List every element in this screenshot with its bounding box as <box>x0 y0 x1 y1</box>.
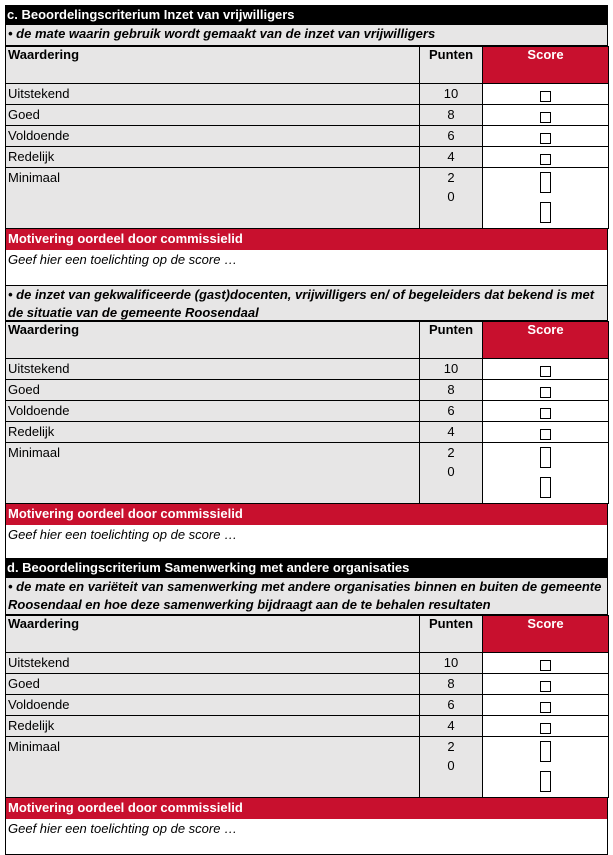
row-points: 8 <box>420 674 483 695</box>
scoring-table <box>5 615 609 798</box>
col-header-score: Score <box>483 616 609 653</box>
row-label: Goed <box>6 105 420 126</box>
row-points: 10 <box>420 359 483 380</box>
score-checkbox[interactable] <box>540 202 551 223</box>
col-header-score: Score <box>483 47 609 84</box>
row-points: 2 <box>447 739 455 754</box>
row-points: 4 <box>420 716 483 737</box>
scoring-table <box>5 321 609 504</box>
col-header-punten: Punten <box>420 322 483 359</box>
score-checkbox[interactable] <box>540 91 551 102</box>
criterion-text: • de inzet van gekwalificeerde (gast)docenten, vrijwilligers en/ of begeleiders dat bekend is met de situatie van de gemeente Roosendaal <box>5 285 608 321</box>
col-header-punten: Punten <box>420 47 483 84</box>
score-checkbox[interactable] <box>540 387 551 398</box>
explanation-field[interactable]: Geef hier een toelichting op de score … <box>5 250 608 286</box>
col-header-waardering: Waardering <box>6 616 420 653</box>
row-label: Redelijk <box>6 422 420 443</box>
score-checkbox[interactable] <box>540 133 551 144</box>
row-points: 6 <box>420 695 483 716</box>
row-label: Voldoende <box>6 401 420 422</box>
row-points: 0 <box>447 464 455 479</box>
row-points: 4 <box>420 147 483 168</box>
row-label: Uitstekend <box>6 653 420 674</box>
row-points: 2 <box>447 445 455 460</box>
row-points: 10 <box>420 84 483 105</box>
section-c2 <box>5 285 608 561</box>
criterion-text: • de mate en variëteit van samenwerking met andere organisaties binnen en buiten de gemeente Roosendaal en hoe deze samenwerking bijdraagt aan de te behalen resultaten <box>5 578 608 615</box>
motivation-header: Motivering oordeel door commissielid <box>5 229 608 250</box>
row-label: Voldoende <box>6 126 420 147</box>
section-d <box>5 558 608 855</box>
row-label: Goed <box>6 674 420 695</box>
scoring-table <box>5 46 609 229</box>
score-checkbox[interactable] <box>540 429 551 440</box>
row-label: Uitstekend <box>6 359 420 380</box>
row-points: 6 <box>420 126 483 147</box>
col-header-score: Score <box>483 322 609 359</box>
score-checkbox[interactable] <box>540 681 551 692</box>
score-checkbox[interactable] <box>540 172 551 193</box>
row-label: Voldoende <box>6 695 420 716</box>
explanation-field[interactable]: Geef hier een toelichting op de score … <box>5 819 608 855</box>
row-points: 8 <box>420 380 483 401</box>
row-points: 6 <box>420 401 483 422</box>
score-checkbox[interactable] <box>540 660 551 671</box>
section-header: d. Beoordelingscriterium Samenwerking met andere organisaties <box>5 558 608 578</box>
row-points: 4 <box>420 422 483 443</box>
score-checkbox[interactable] <box>540 112 551 123</box>
motivation-header: Motivering oordeel door commissielid <box>5 798 608 819</box>
col-header-punten: Punten <box>420 616 483 653</box>
row-label: Minimaal <box>6 168 420 229</box>
explanation-field[interactable]: Geef hier een toelichting op de score … <box>5 525 608 561</box>
score-checkbox[interactable] <box>540 477 551 498</box>
row-label: Goed <box>6 380 420 401</box>
score-checkbox[interactable] <box>540 702 551 713</box>
row-label: Redelijk <box>6 716 420 737</box>
col-header-waardering: Waardering <box>6 47 420 84</box>
score-checkbox[interactable] <box>540 447 551 468</box>
criterion-text: • de mate waarin gebruik wordt gemaakt van de inzet van vrijwilligers <box>5 25 608 46</box>
section-c <box>5 5 608 286</box>
row-points: 2 <box>447 170 455 185</box>
row-label: Minimaal <box>6 737 420 798</box>
score-checkbox[interactable] <box>540 154 551 165</box>
row-points: 10 <box>420 653 483 674</box>
score-checkbox[interactable] <box>540 408 551 419</box>
score-checkbox[interactable] <box>540 723 551 734</box>
row-label: Minimaal <box>6 443 420 504</box>
row-label: Uitstekend <box>6 84 420 105</box>
score-checkbox[interactable] <box>540 771 551 792</box>
row-label: Redelijk <box>6 147 420 168</box>
row-points: 8 <box>420 105 483 126</box>
row-points: 0 <box>447 758 455 773</box>
col-header-waardering: Waardering <box>6 322 420 359</box>
row-points: 0 <box>447 189 455 204</box>
score-checkbox[interactable] <box>540 366 551 377</box>
score-checkbox[interactable] <box>540 741 551 762</box>
section-header: c. Beoordelingscriterium Inzet van vrijwilligers <box>5 5 608 25</box>
motivation-header: Motivering oordeel door commissielid <box>5 504 608 525</box>
